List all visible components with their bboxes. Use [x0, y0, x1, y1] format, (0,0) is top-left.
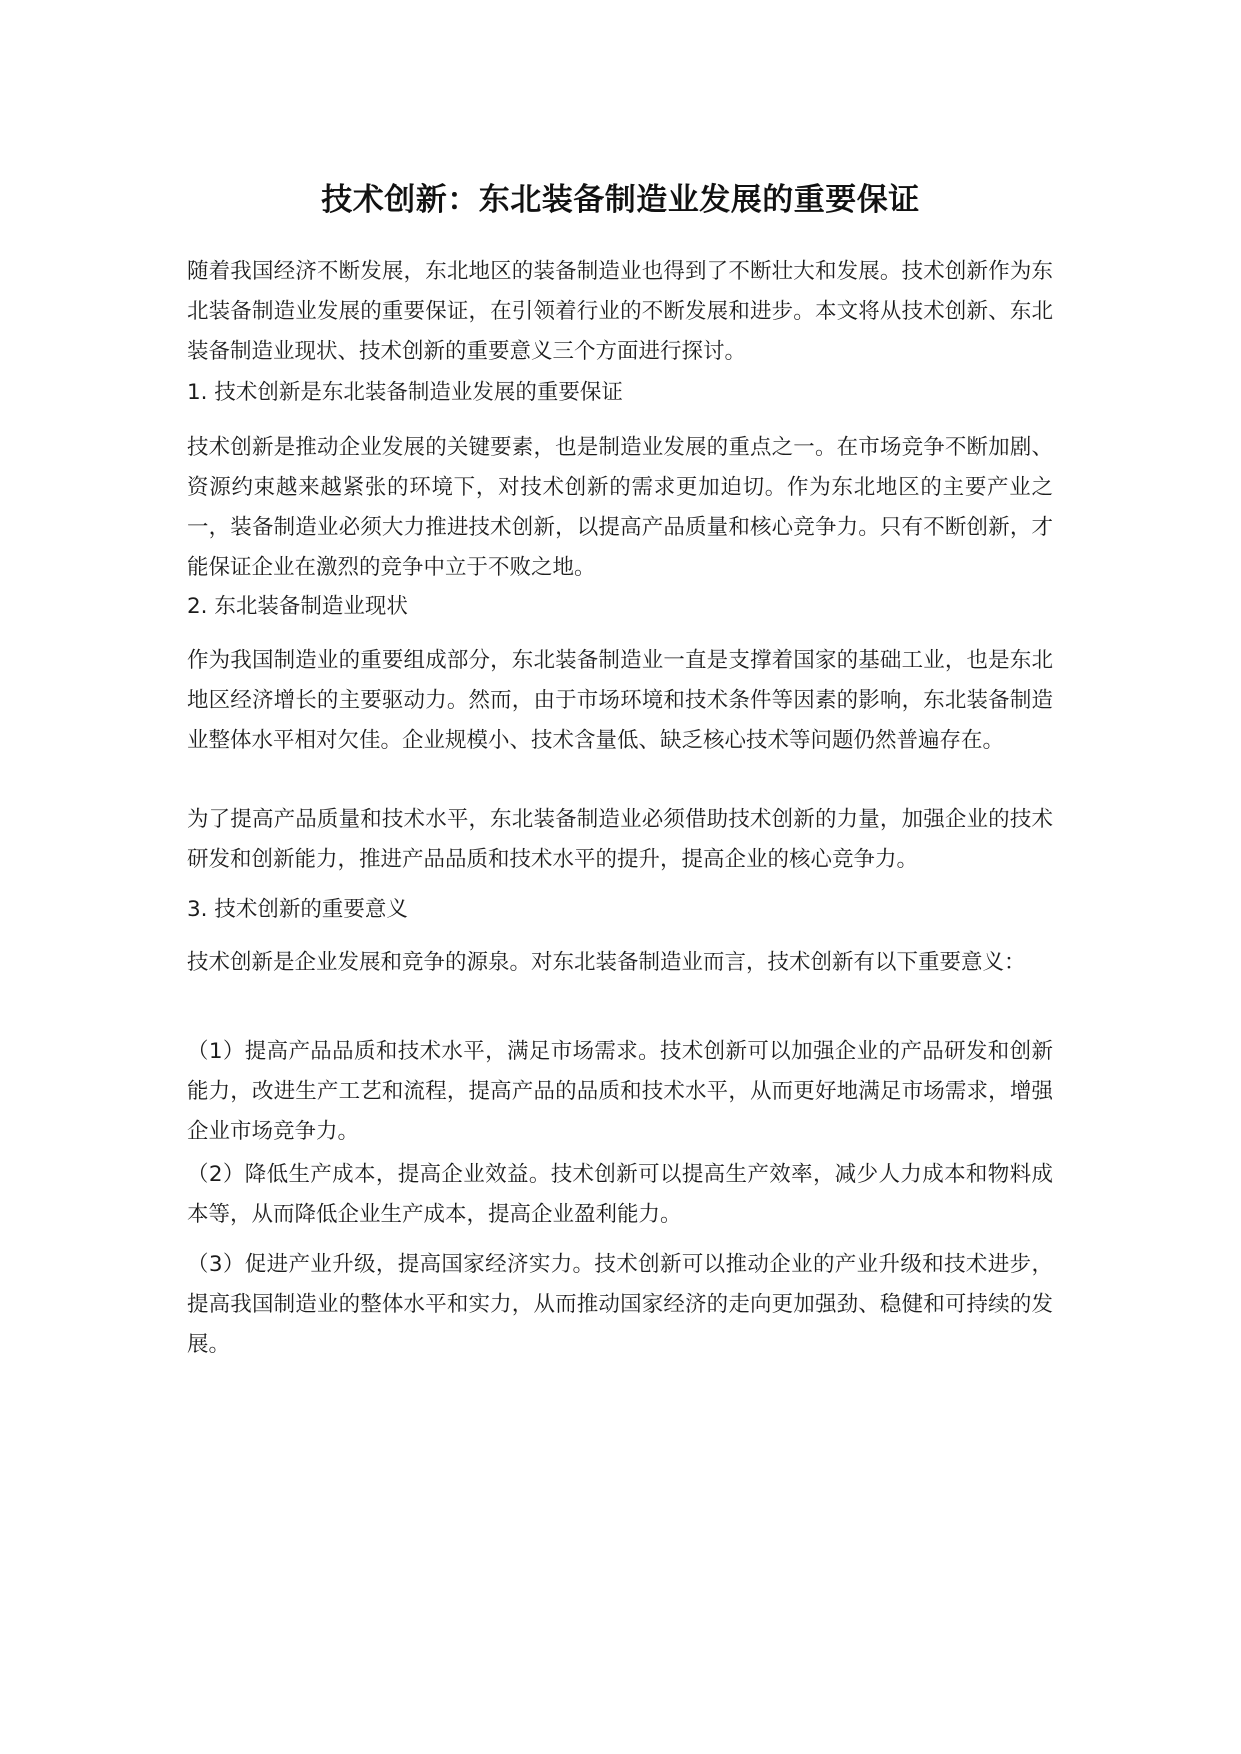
list-item-3: （3）促进产业升级，提高国家经济实力。技术创新可以推动企业的产业升级和技术进步，提高我国制造业的整体水平和实力，从而推动国家经济的走向更加强劲、稳健和可持续的发展。 [187, 1252, 1053, 1357]
paragraph-section-2: 作为我国制造业的重要组成部分，东北装备制造业一直是支撑着国家的基础工业，也是东北地区经济增长的主要驱动力。然而，由于市场环境和技术条件等因素的影响，东北装备制造业整体水平相对欠佳。企业规模小、技术含量低、缺乏核心技术等问题仍然普遍存在。 [187, 648, 1053, 753]
paragraph-intro: 随着我国经济不断发展，东北地区的装备制造业也得到了不断壮大和发展。技术创新作为东北装备制造业发展的重要保证，在引领着行业的不断发展和进步。本文将从技术创新、东北装备制造业现状、技术创新的重要意义三个方面进行探讨。 [187, 259, 1053, 364]
list-item-1: （1）提高产品品质和技术水平，满足市场需求。技术创新可以加强企业的产品研发和创新能力，改进生产工艺和流程，提高产品的品质和技术水平，从而更好地满足市场需求，增强企业市场竞争力。 [187, 1039, 1053, 1144]
section-heading-2: 2. 东北装备制造业现状 [187, 594, 408, 619]
section-heading-1: 1. 技术创新是东北装备制造业发展的重要保证 [187, 380, 623, 405]
list-item-2: （2）降低生产成本，提高企业效益。技术创新可以提高生产效率，减少人力成本和物料成本等，从而降低企业生产成本，提高企业盈利能力。 [187, 1162, 1053, 1227]
paragraph-section-2b: 为了提高产品质量和技术水平，东北装备制造业必须借助技术创新的力量，加强企业的技术研发和创新能力，推进产品品质和技术水平的提升，提高企业的核心竞争力。 [187, 807, 1053, 872]
paragraph-section-1: 技术创新是推动企业发展的关键要素，也是制造业发展的重点之一。在市场竞争不断加剧、资源约束越来越紧张的环境下，对技术创新的需求更加迫切。作为东北地区的主要产业之一，装备制造业必须大力推进技术创新，以提高产品质量和核心竞争力。只有不断创新，才能保证企业在激烈的竞争中立于不败之地。 [187, 435, 1053, 580]
section-heading-3: 3. 技术创新的重要意义 [187, 897, 408, 922]
paragraph-section-3: 技术创新是企业发展和竞争的源泉。对东北装备制造业而言，技术创新有以下重要意义： [187, 950, 1026, 975]
document-title: 技术创新：东北装备制造业发展的重要保证 [321, 182, 920, 218]
